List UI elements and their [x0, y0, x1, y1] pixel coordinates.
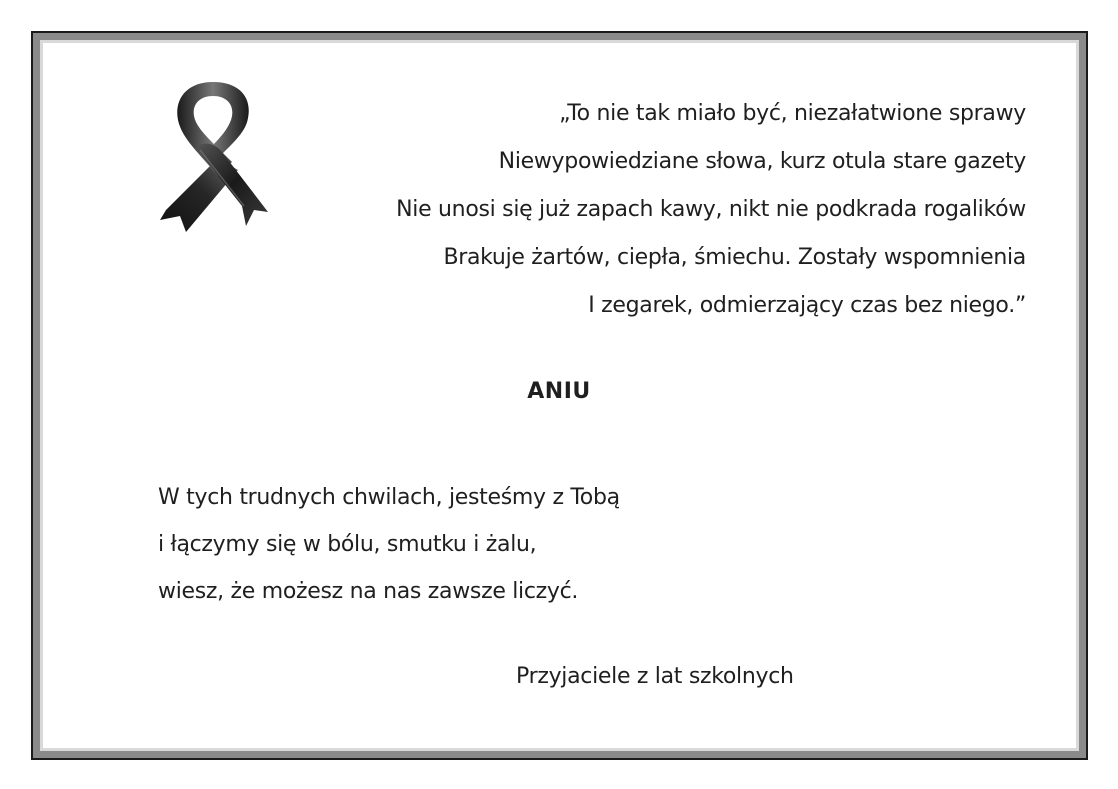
mourning-ribbon-icon — [156, 78, 270, 236]
condolence-message — [158, 474, 620, 615]
message-line: W tych trudnych chwilach, jesteśmy z Tobą — [158, 485, 620, 510]
signature: Przyjaciele z lat szkolnych — [516, 664, 794, 689]
poem-line: Niewypowiedziane słowa, kurz otula stare gazety — [498, 149, 1026, 174]
message-line: wiesz, że możesz na nas zawsze liczyć. — [158, 579, 579, 604]
poem-line: Brakuje żartów, ciepła, śmiechu. Zostały wspomnienia — [443, 245, 1026, 270]
poem-quote — [326, 90, 1026, 330]
poem-line: „To nie tak miało być, niezałatwione sprawy — [559, 101, 1026, 126]
message-line: i łączymy się w bólu, smutku i żalu, — [158, 532, 537, 557]
poem-line: I zegarek, odmierzający czas bez niego.” — [588, 293, 1026, 318]
recipient-name: ANIU — [527, 379, 591, 404]
poem-line: Nie unosi się już zapach kawy, nikt nie podkrada rogalików — [396, 197, 1026, 222]
